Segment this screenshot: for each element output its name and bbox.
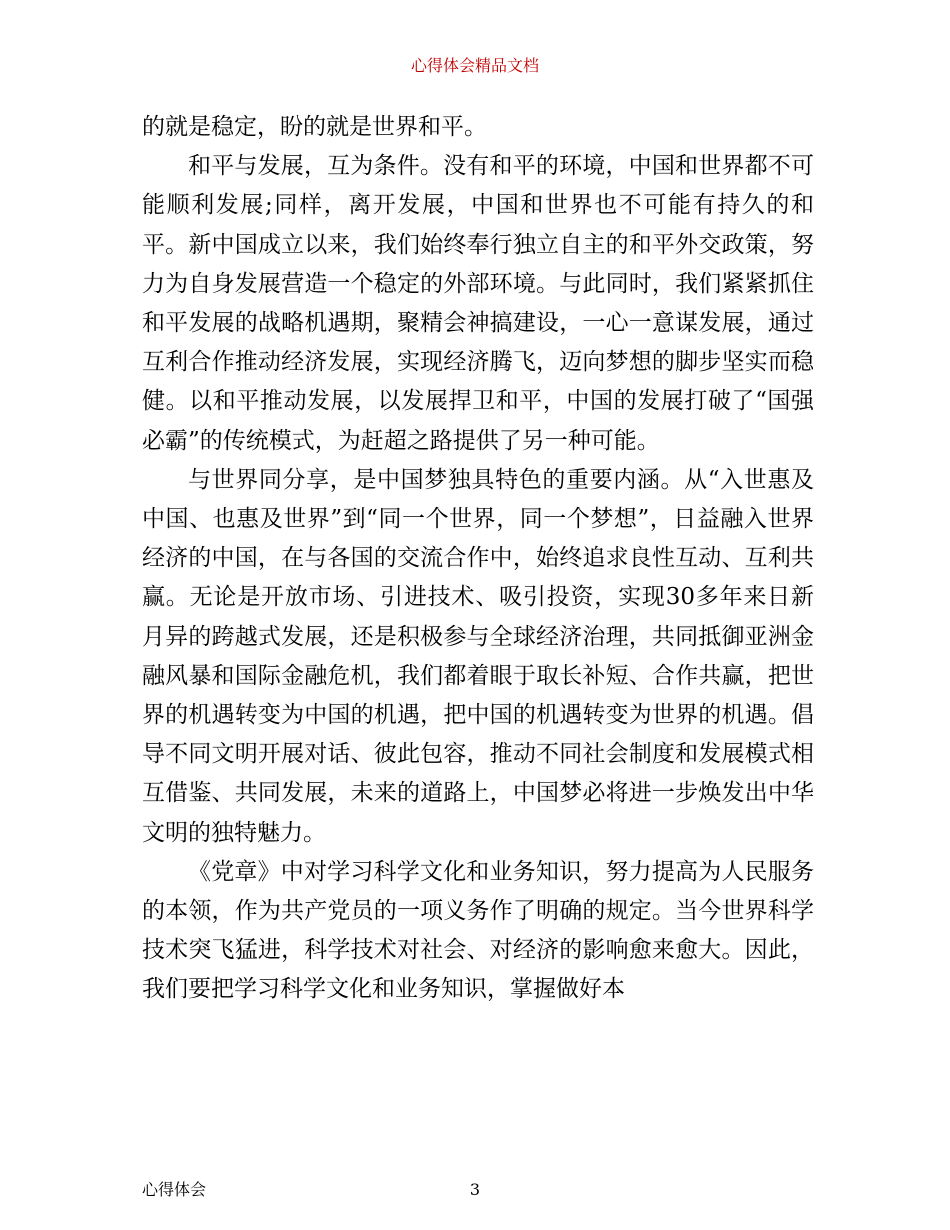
paragraph-party-constitution: 《党章》中对学习科学文化和业务知识，努力提高为人民服务的本领，作为共产党员的一项义务作了明确的规定。当今世界科学技术突飞猛进，科学技术对社会、对经济的影响愈来愈大。因此，我们要把学习科学文化和业务知识，掌握做好本: [142, 858, 814, 1003]
paragraph-peace-development: 和平与发展，互为条件。没有和平的环境，中国和世界都不可能顺利发展;同样，离开发展，中国和世界也不可能有持久的和平。新中国成立以来，我们始终奉行独立自主的和平外交政策，努力为自身发展营造一个稳定的外部环境。与此同时，我们紧紧抓住和平发展的战略机遇期，聚精会神搞建设，一心一意谋发展，通过互利合作推动经济发展，实现经济腾飞，迈向梦想的脚步坚实而稳健。以和平推动发展，以发展捍卫和平，中国的发展打破了“国强必霸”的传统模式，为赶超之路提供了另一种可能。: [142, 153, 814, 454]
paragraph-share-with-world: 与世界同分享，是中国梦独具特色的重要内涵。从“入世惠及中国、也惠及世界”到“同一个世界，同一个梦想”，日益融入世界经济的中国，在与各国的交流合作中，始终追求良性互动、互利共赢。无论是开放市场、引进技术、吸引投资，实现30多年来日新月异的跨越式发展，还是积极参与全球经济治理，共同抵御亚洲金融风暴和国际金融危机，我们都着眼于取长补短、合作共赢，把世界的机遇转变为中国的机遇，把中国的机遇转变为世界的机遇。倡导不同文明开展对话、彼此包容，推动不同社会制度和发展模式相互借鉴、共同发展，未来的道路上，中国梦必将进一步焕发出中华文明的独特魅力。: [142, 466, 814, 846]
document-body: [142, 108, 814, 1010]
paragraph-continuation: 的就是稳定，盼的就是世界和平。: [142, 114, 487, 140]
page-header-title: 心得体会精品文档: [410, 56, 539, 75]
page-number: 3: [469, 1180, 481, 1199]
footer-label: 心得体会: [142, 1180, 207, 1199]
